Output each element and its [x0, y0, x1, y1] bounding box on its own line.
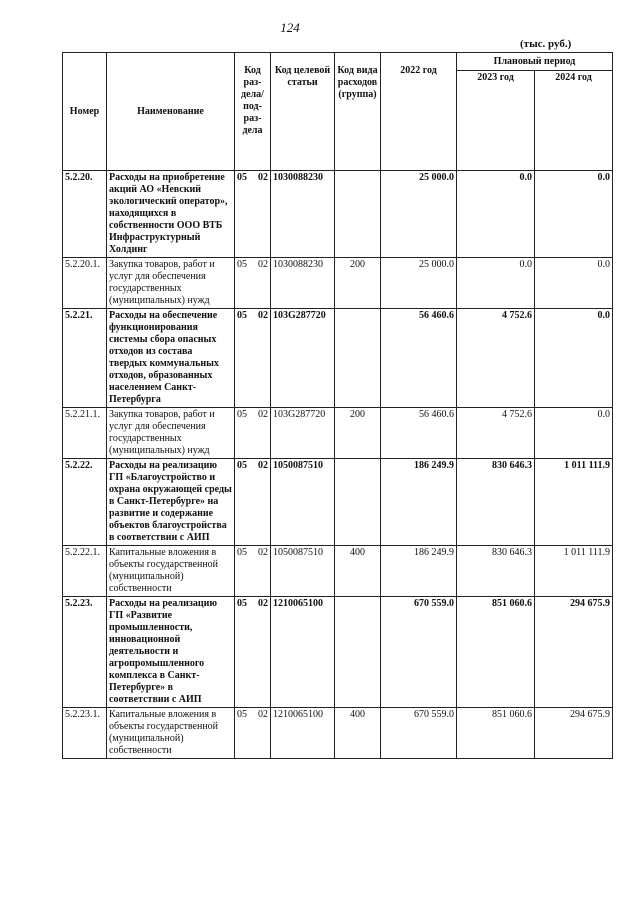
header-target: Код целевой статьи	[271, 53, 335, 171]
row-number: 5.2.21.1.	[63, 408, 107, 459]
row-section-code: 05	[237, 460, 247, 471]
row-expense	[335, 171, 381, 258]
row-section-code: 05	[237, 598, 247, 609]
row-2022: 186 249.9	[381, 546, 457, 597]
row-section-code: 05	[237, 409, 247, 420]
row-number: 5.2.20.1.	[63, 258, 107, 309]
row-name: Расходы на реализацию ГП «Развитие промышленности, инновационной деятельности и агропромышленного комплекса в Санкт-Петербурге» в соответствии с АИП	[107, 597, 235, 708]
table-row	[63, 546, 613, 597]
row-2024: 0.0	[535, 309, 613, 408]
row-subsection-code: 02	[258, 598, 268, 609]
table-row	[63, 408, 613, 459]
table-row	[63, 309, 613, 408]
row-name: Расходы на обеспечение функционирования системы сбора опасных отходов из состава твердых коммунальных отходов, образованных населением Санкт-Петербурга	[107, 309, 235, 408]
row-2022: 25 000.0	[381, 258, 457, 309]
row-subsection-code: 02	[258, 310, 268, 321]
row-2023: 0.0	[457, 171, 535, 258]
row-2024: 0.0	[535, 258, 613, 309]
row-number: 5.2.23.	[63, 597, 107, 708]
row-2023: 851 060.6	[457, 597, 535, 708]
row-target: 1210065100	[271, 597, 335, 708]
row-target: 1210065100	[271, 708, 335, 759]
row-section-code: 05	[237, 709, 247, 720]
row-2024: 0.0	[535, 408, 613, 459]
page-number: 124	[280, 20, 300, 35]
row-section-code: 05	[237, 259, 247, 270]
row-section	[235, 708, 271, 759]
row-name: Закупка товаров, работ и услуг для обеспечения государственных (муниципальных) нужд	[107, 258, 235, 309]
row-2023: 0.0	[457, 258, 535, 309]
table-row	[63, 171, 613, 258]
row-subsection-code: 02	[258, 547, 268, 558]
row-expense: 400	[335, 708, 381, 759]
row-section	[235, 171, 271, 258]
row-2022: 25 000.0	[381, 171, 457, 258]
row-target: 1030088230	[271, 171, 335, 258]
row-2024: 294 675.9	[535, 708, 613, 759]
row-2023: 830 646.3	[457, 546, 535, 597]
row-section-code: 05	[237, 172, 247, 183]
table-row	[63, 459, 613, 546]
row-section	[235, 459, 271, 546]
header-2024: 2024 год	[535, 71, 613, 171]
row-2022: 56 460.6	[381, 309, 457, 408]
row-2023: 4 752.6	[457, 309, 535, 408]
row-section	[235, 546, 271, 597]
row-2024: 1 011 111.9	[535, 546, 613, 597]
row-expense: 200	[335, 408, 381, 459]
row-target: 1050087510	[271, 546, 335, 597]
row-expense	[335, 597, 381, 708]
row-2023: 851 060.6	[457, 708, 535, 759]
row-expense	[335, 459, 381, 546]
table-row	[63, 597, 613, 708]
row-2022: 56 460.6	[381, 408, 457, 459]
row-2024: 1 011 111.9	[535, 459, 613, 546]
row-subsection-code: 02	[258, 172, 268, 183]
row-subsection-code: 02	[258, 460, 268, 471]
row-name: Закупка товаров, работ и услуг для обеспечения государственных (муниципальных) нужд	[107, 408, 235, 459]
header-plan: Плановый период	[457, 53, 613, 71]
row-2024: 0.0	[535, 171, 613, 258]
row-section-code: 05	[237, 547, 247, 558]
units-label: (тыс. руб.)	[520, 38, 572, 50]
row-target: 1030088230	[271, 258, 335, 309]
row-name: Капитальные вложения в объекты государственной (муниципальной) собственности	[107, 546, 235, 597]
row-subsection-code: 02	[258, 709, 268, 720]
row-section	[235, 408, 271, 459]
header-2023: 2023 год	[457, 71, 535, 171]
budget-table	[62, 52, 613, 759]
row-number: 5.2.22.	[63, 459, 107, 546]
row-expense: 400	[335, 546, 381, 597]
row-expense	[335, 309, 381, 408]
header-section: Код раз-дела/ под-раз-дела	[235, 53, 271, 171]
row-2023: 4 752.6	[457, 408, 535, 459]
row-number: 5.2.20.	[63, 171, 107, 258]
row-name: Капитальные вложения в объекты государственной (муниципальной) собственности	[107, 708, 235, 759]
row-2022: 186 249.9	[381, 459, 457, 546]
row-subsection-code: 02	[258, 259, 268, 270]
row-name: Расходы на приобретение акций АО «Невский экологический оператор», находящихся в собственности ООО ВТБ Инфраструктурный Холдинг	[107, 171, 235, 258]
row-number: 5.2.22.1.	[63, 546, 107, 597]
header-name: Наименование	[107, 53, 235, 171]
row-target: 1050087510	[271, 459, 335, 546]
row-section	[235, 309, 271, 408]
row-section	[235, 597, 271, 708]
table-row	[63, 258, 613, 309]
header-number: Номер	[63, 53, 107, 171]
row-subsection-code: 02	[258, 409, 268, 420]
row-name: Расходы на реализацию ГП «Благоустройство и охрана окружающей среды в Санкт-Петербурге» на развитие и содержание объектов благоустройства в соответствии с АИП	[107, 459, 235, 546]
row-number: 5.2.21.	[63, 309, 107, 408]
row-2022: 670 559.0	[381, 708, 457, 759]
row-section-code: 05	[237, 310, 247, 321]
row-expense: 200	[335, 258, 381, 309]
header-expense: Код вида расходов (группа)	[335, 53, 381, 171]
row-2024: 294 675.9	[535, 597, 613, 708]
row-number: 5.2.23.1.	[63, 708, 107, 759]
row-2022: 670 559.0	[381, 597, 457, 708]
row-section	[235, 258, 271, 309]
row-target: 103G287720	[271, 408, 335, 459]
header-2022: 2022 год	[381, 53, 457, 171]
row-target: 103G287720	[271, 309, 335, 408]
row-2023: 830 646.3	[457, 459, 535, 546]
table-row	[63, 708, 613, 759]
